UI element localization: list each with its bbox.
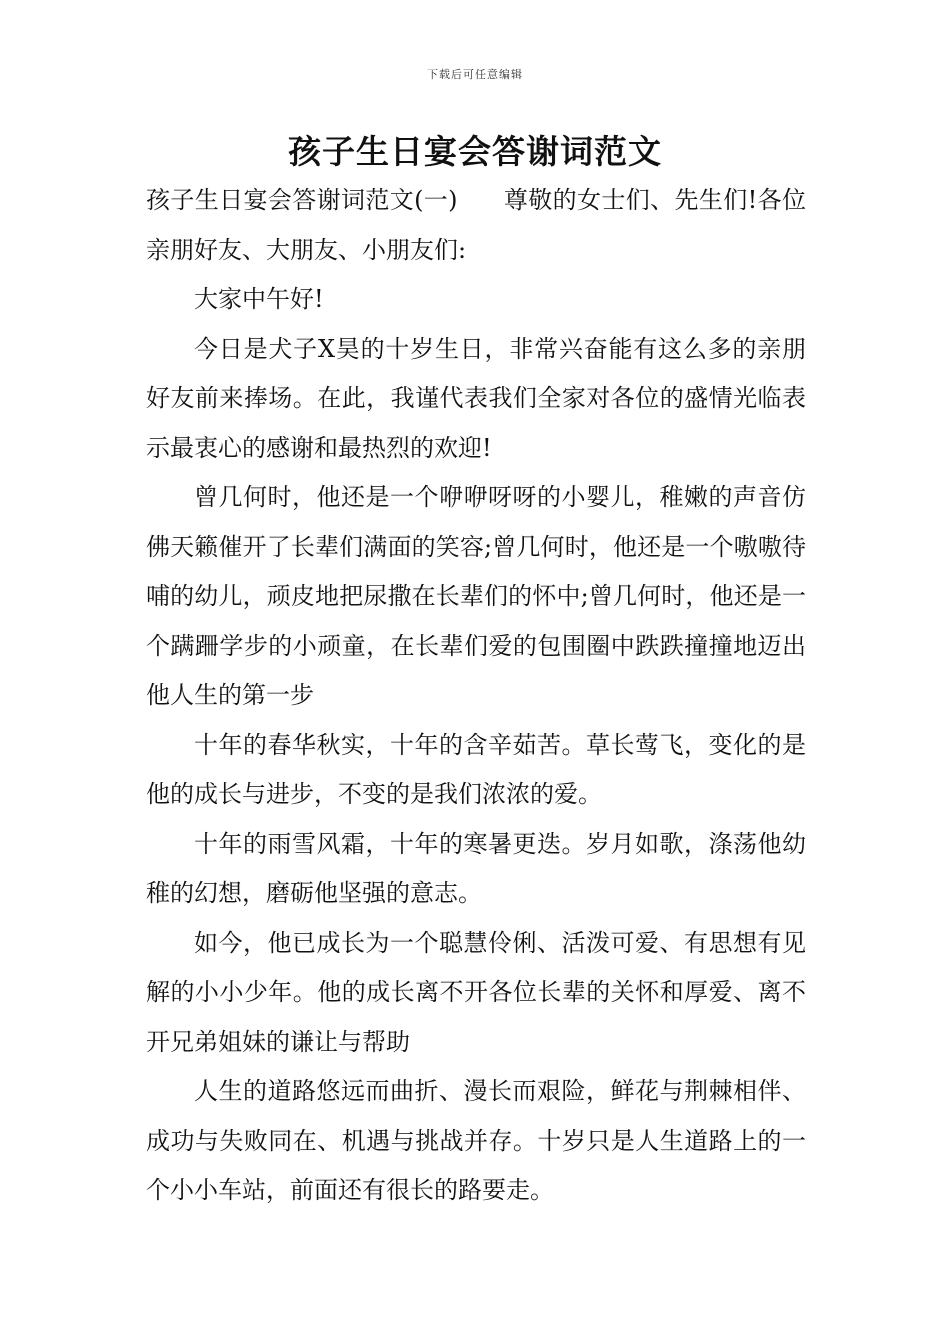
intro-paragraph	[146, 176, 806, 275]
greeting-text: 尊敬的女士们、先生们!各位亲朋好友、大朋友、小朋友们:	[146, 186, 806, 264]
paragraph: 大家中午好!	[194, 285, 324, 313]
paragraph: 十年的雨雪风霜，十年的寒暑更迭。岁月如歌，涤荡他幼稚的幻想，磨砺他坚强的意志。	[146, 829, 806, 907]
document-body	[146, 176, 806, 1216]
paragraph: 今日是犬子X昊的十岁生日，非常兴奋能有这么多的亲朋好友前来捧场。在此，我谨代表我们全家对各位的盛情光临表示最衷心的感谢和最热烈的欢迎!	[146, 334, 806, 462]
header-note: 下载后可任意编辑	[427, 68, 523, 81]
paragraph: 曾几何时，他还是一个咿咿呀呀的小婴儿，稚嫩的声音仿佛天籁催开了长辈们满面的笑容;曾几何时，他还是一个嗷嗷待哺的幼儿，顽皮地把尿撒在长辈们的怀中;曾几何时，他还是一个蹒跚学步的小顽童，在长辈们爱的包围圈中跌跌撞撞地迈出他人生的第一步	[146, 483, 806, 709]
paragraph: 如今，他已成长为一个聪慧伶俐、活泼可爱、有思想有见解的小小少年。他的成长离不开各位长辈的关怀和厚爱、离不开兄弟姐妹的谦让与帮助	[146, 928, 806, 1056]
document-title: 孩子生日宴会答谢词范文	[288, 132, 662, 171]
paragraph: 十年的春华秋实，十年的含辛茹苦。草长莺飞，变化的是他的成长与进步，不变的是我们浓浓的爱。	[146, 730, 806, 808]
paragraph: 人生的道路悠远而曲折、漫长而艰险，鲜花与荆棘相伴、成功与失败同在、机遇与挑战并存。十岁只是人生道路上的一个小小车站，前面还有很长的路要走。	[146, 1077, 806, 1204]
section-label: 孩子生日宴会答谢词范文(一)	[146, 186, 458, 214]
